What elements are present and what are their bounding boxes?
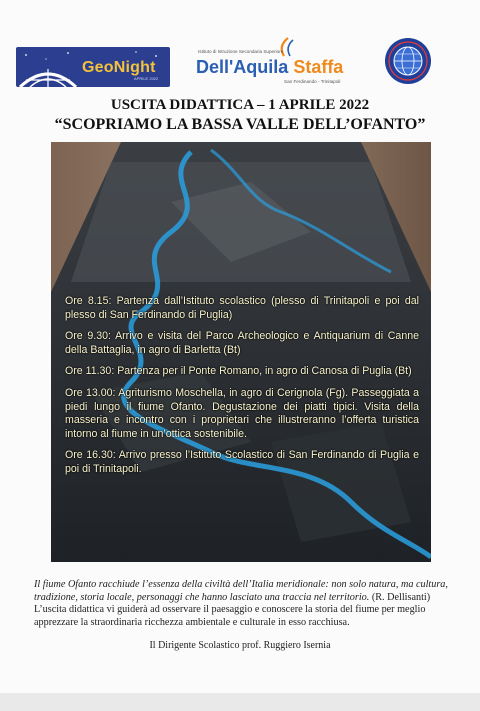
geonight-wordmark: GeoNight (82, 59, 156, 76)
schedule-list (65, 295, 419, 485)
school-name-part1: Dell'Aquila (196, 57, 289, 77)
school-name-part2: Staffa (293, 57, 344, 77)
geonight-logo (16, 47, 170, 87)
event-date-title: USCITA DIDATTICA – 1 APRILE 2022 (110, 97, 370, 113)
river-map-photo (51, 142, 431, 562)
schedule-item: Ore 11.30: Partenza per il Ponte Romano, in agro di Canosa di Puglia (Bt) (65, 365, 412, 378)
description-text: L’uscita didattica vi guiderà ad osservare il paesaggio e conoscere la storia del fiume per meglio apprezzare la straordinaria ricchezza ambientale e culturale in esso racchiusa. (34, 604, 426, 628)
schedule-item: Ore 13.00: Agriturismo Moschella, in agro di Cerignola (Fg). Passeggiata a piedi lungo il fiume Ofanto. Degustazione dei piatti tipici. Visita della masseria e incontro con i proprietari che illustreranno l’offerta turistica intorno al fiume in un’ottica sostenibile. (65, 386, 419, 440)
school-name (196, 57, 343, 78)
bottom-strip (0, 693, 480, 711)
quote-text: Il fiume Ofanto racchiude l’essenza della civiltà dell’Italia meridionale: non solo natura, ma cultura, tradizione, storia locale, personaggi che hanno lasciato una traccia nel territorio. (34, 579, 448, 603)
school-location: San Ferdinando - Trinitapoli (284, 79, 341, 84)
schedule-item: Ore 16.30: Arrivo presso l’Istituto Scolastico di San Ferdinando di Puglia e poi di Trinitapoli. (65, 449, 419, 475)
geonight-tagline: APRILE 2022 (134, 76, 159, 81)
principal-signature: Il Dirigente Scolastico prof. Ruggiero Isernia (149, 640, 331, 651)
schedule-item: Ore 8.15: Partenza dall’Istituto scolastico (plesso di Trinitapoli e poi dal plesso di San Ferdinando di Puglia) (65, 295, 419, 321)
event-title: “SCOPRIAMO LA BASSA VALLE DELL’OFANTO” (54, 116, 426, 133)
school-type-text: Istituto di Istruzione Secondaria Superiore (198, 49, 284, 54)
quote-attribution: (R. Dellisanti) (369, 591, 431, 603)
schedule-item: Ore 9.30: Arrivo e visita del Parco Archeologico e Antiquarium di Canne della Battaglia, in agro di Barletta (Bt) (65, 330, 419, 356)
globe-emblem-icon (384, 37, 432, 85)
quote-block (34, 579, 450, 629)
school-logo (192, 36, 352, 90)
